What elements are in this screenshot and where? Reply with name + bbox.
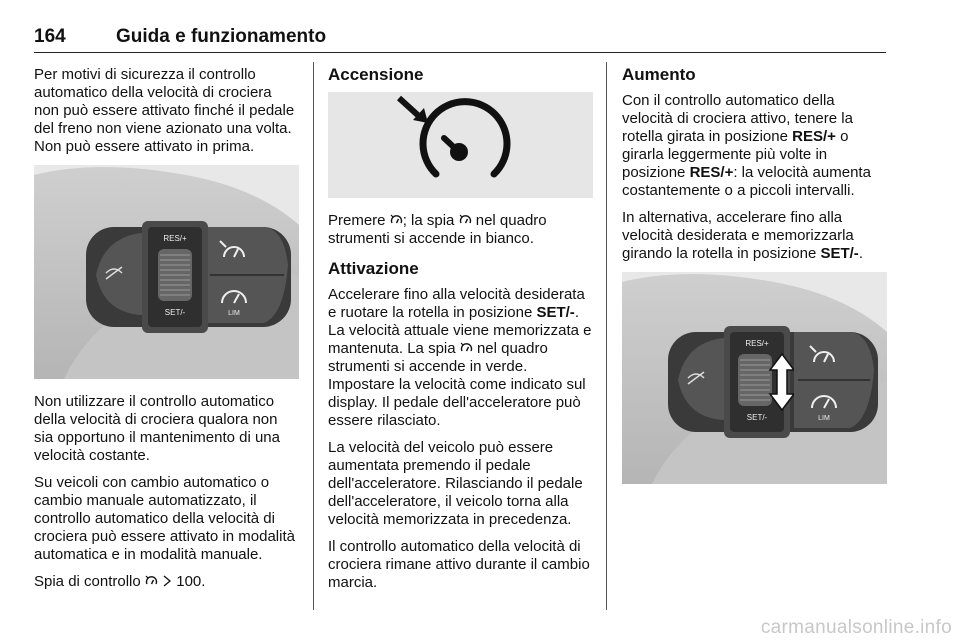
page-number: 164 xyxy=(34,26,66,47)
res-label: RES/+ xyxy=(163,234,187,243)
text-span: : la velocità aumenta costantemente o a piccoli intervalli. xyxy=(622,164,871,199)
text-span: . xyxy=(858,245,863,262)
cruise-control-icon xyxy=(390,214,403,226)
cruise-control-icon xyxy=(460,342,473,354)
section-heading: Accensione xyxy=(328,65,424,84)
res-label: RES/+ xyxy=(745,339,769,348)
speedometer-arrow-icon xyxy=(328,92,593,198)
text-span: ; la spia xyxy=(402,212,455,229)
page-header xyxy=(34,22,886,53)
paragraph: Il controllo automatico della velocità di crociera rimane attivo durante il cambio marcia. xyxy=(328,538,590,591)
bold-text: RES/+ xyxy=(792,128,836,145)
text-span: 100. xyxy=(176,573,206,590)
section-heading: Attivazione xyxy=(328,259,419,278)
paragraph xyxy=(622,92,888,200)
text-span: Accelerare fino alla velocità desiderata e ruotare la rotella in posizione xyxy=(328,286,585,321)
paragraph: Su veicoli con cambio automatico o cambio manuale automatizzato, il controllo automatico della velocità di crociera può essere attivato in modalità automatica e in modalità manuale. xyxy=(34,474,295,563)
section-title: Guida e funzionamento xyxy=(116,26,327,47)
cruise-control-symbol-image xyxy=(328,92,593,198)
cruise-control-icon xyxy=(145,575,158,587)
paragraph xyxy=(34,573,300,591)
text-span: nel quadro strumenti si accende in verde. Impostare la velocità come indicato sul display. Il pedale dell'acceleratore può essere rilasciato. xyxy=(328,340,586,429)
paragraph: Per motivi di sicurezza il controllo automatico della velocità di crociera non può essere attivato finché il pedale del freno non viene azionato una volta. Non può essere attivato in prima. xyxy=(34,66,295,155)
text-span: Spia di controllo xyxy=(34,573,141,590)
paragraph xyxy=(328,286,594,430)
bold-text: SET/- xyxy=(820,245,859,262)
steering-controls-image xyxy=(622,272,887,484)
paragraph: La velocità del veicolo può essere aumentata premendo il pedale dell'acceleratore. Rilasciando il pedale dell'acceleratore, il veicolo torna alla velocità memorizzata in precedenza. xyxy=(328,439,583,528)
column-1 xyxy=(34,66,300,600)
paragraph xyxy=(622,209,888,263)
column-divider xyxy=(313,62,314,610)
column-2 xyxy=(328,66,594,601)
set-label: SET/- xyxy=(164,308,186,317)
text-span: Con il controllo automatico della velocità di crociera attivo, tenere la rotella girata in posizione xyxy=(622,92,853,145)
watermark: carmanualsonline.info xyxy=(760,617,952,638)
column-divider xyxy=(606,62,607,610)
lim-label: LIM xyxy=(228,310,240,317)
paragraph: Non utilizzare il controllo automatico della velocità di crociera qualora non sia opportuno il mantenimento di una velocità costante. xyxy=(34,393,280,464)
text-span: In alternativa, accelerare fino alla velocità desiderata e memorizzarla girando la rotella in posizione xyxy=(622,209,854,262)
bold-text: RES/+ xyxy=(689,164,734,181)
bold-text: SET/- xyxy=(536,304,575,321)
text-span: nel quadro strumenti si accende in bianco. xyxy=(328,212,547,247)
column-3 xyxy=(622,66,888,498)
paragraph xyxy=(328,212,594,248)
reference-arrow-icon xyxy=(162,575,172,587)
text-span: . La velocità attuale viene memorizzata e mantenuta. La spia xyxy=(328,304,592,357)
cruise-control-icon xyxy=(459,214,472,226)
steering-controls-image xyxy=(34,165,299,379)
text-span: Premere xyxy=(328,212,386,229)
section-heading: Aumento xyxy=(622,65,696,84)
set-label: SET/- xyxy=(746,413,768,422)
lim-label: LIM xyxy=(818,415,830,422)
text-span: o girarla leggermente più volte in posizione xyxy=(622,128,849,181)
